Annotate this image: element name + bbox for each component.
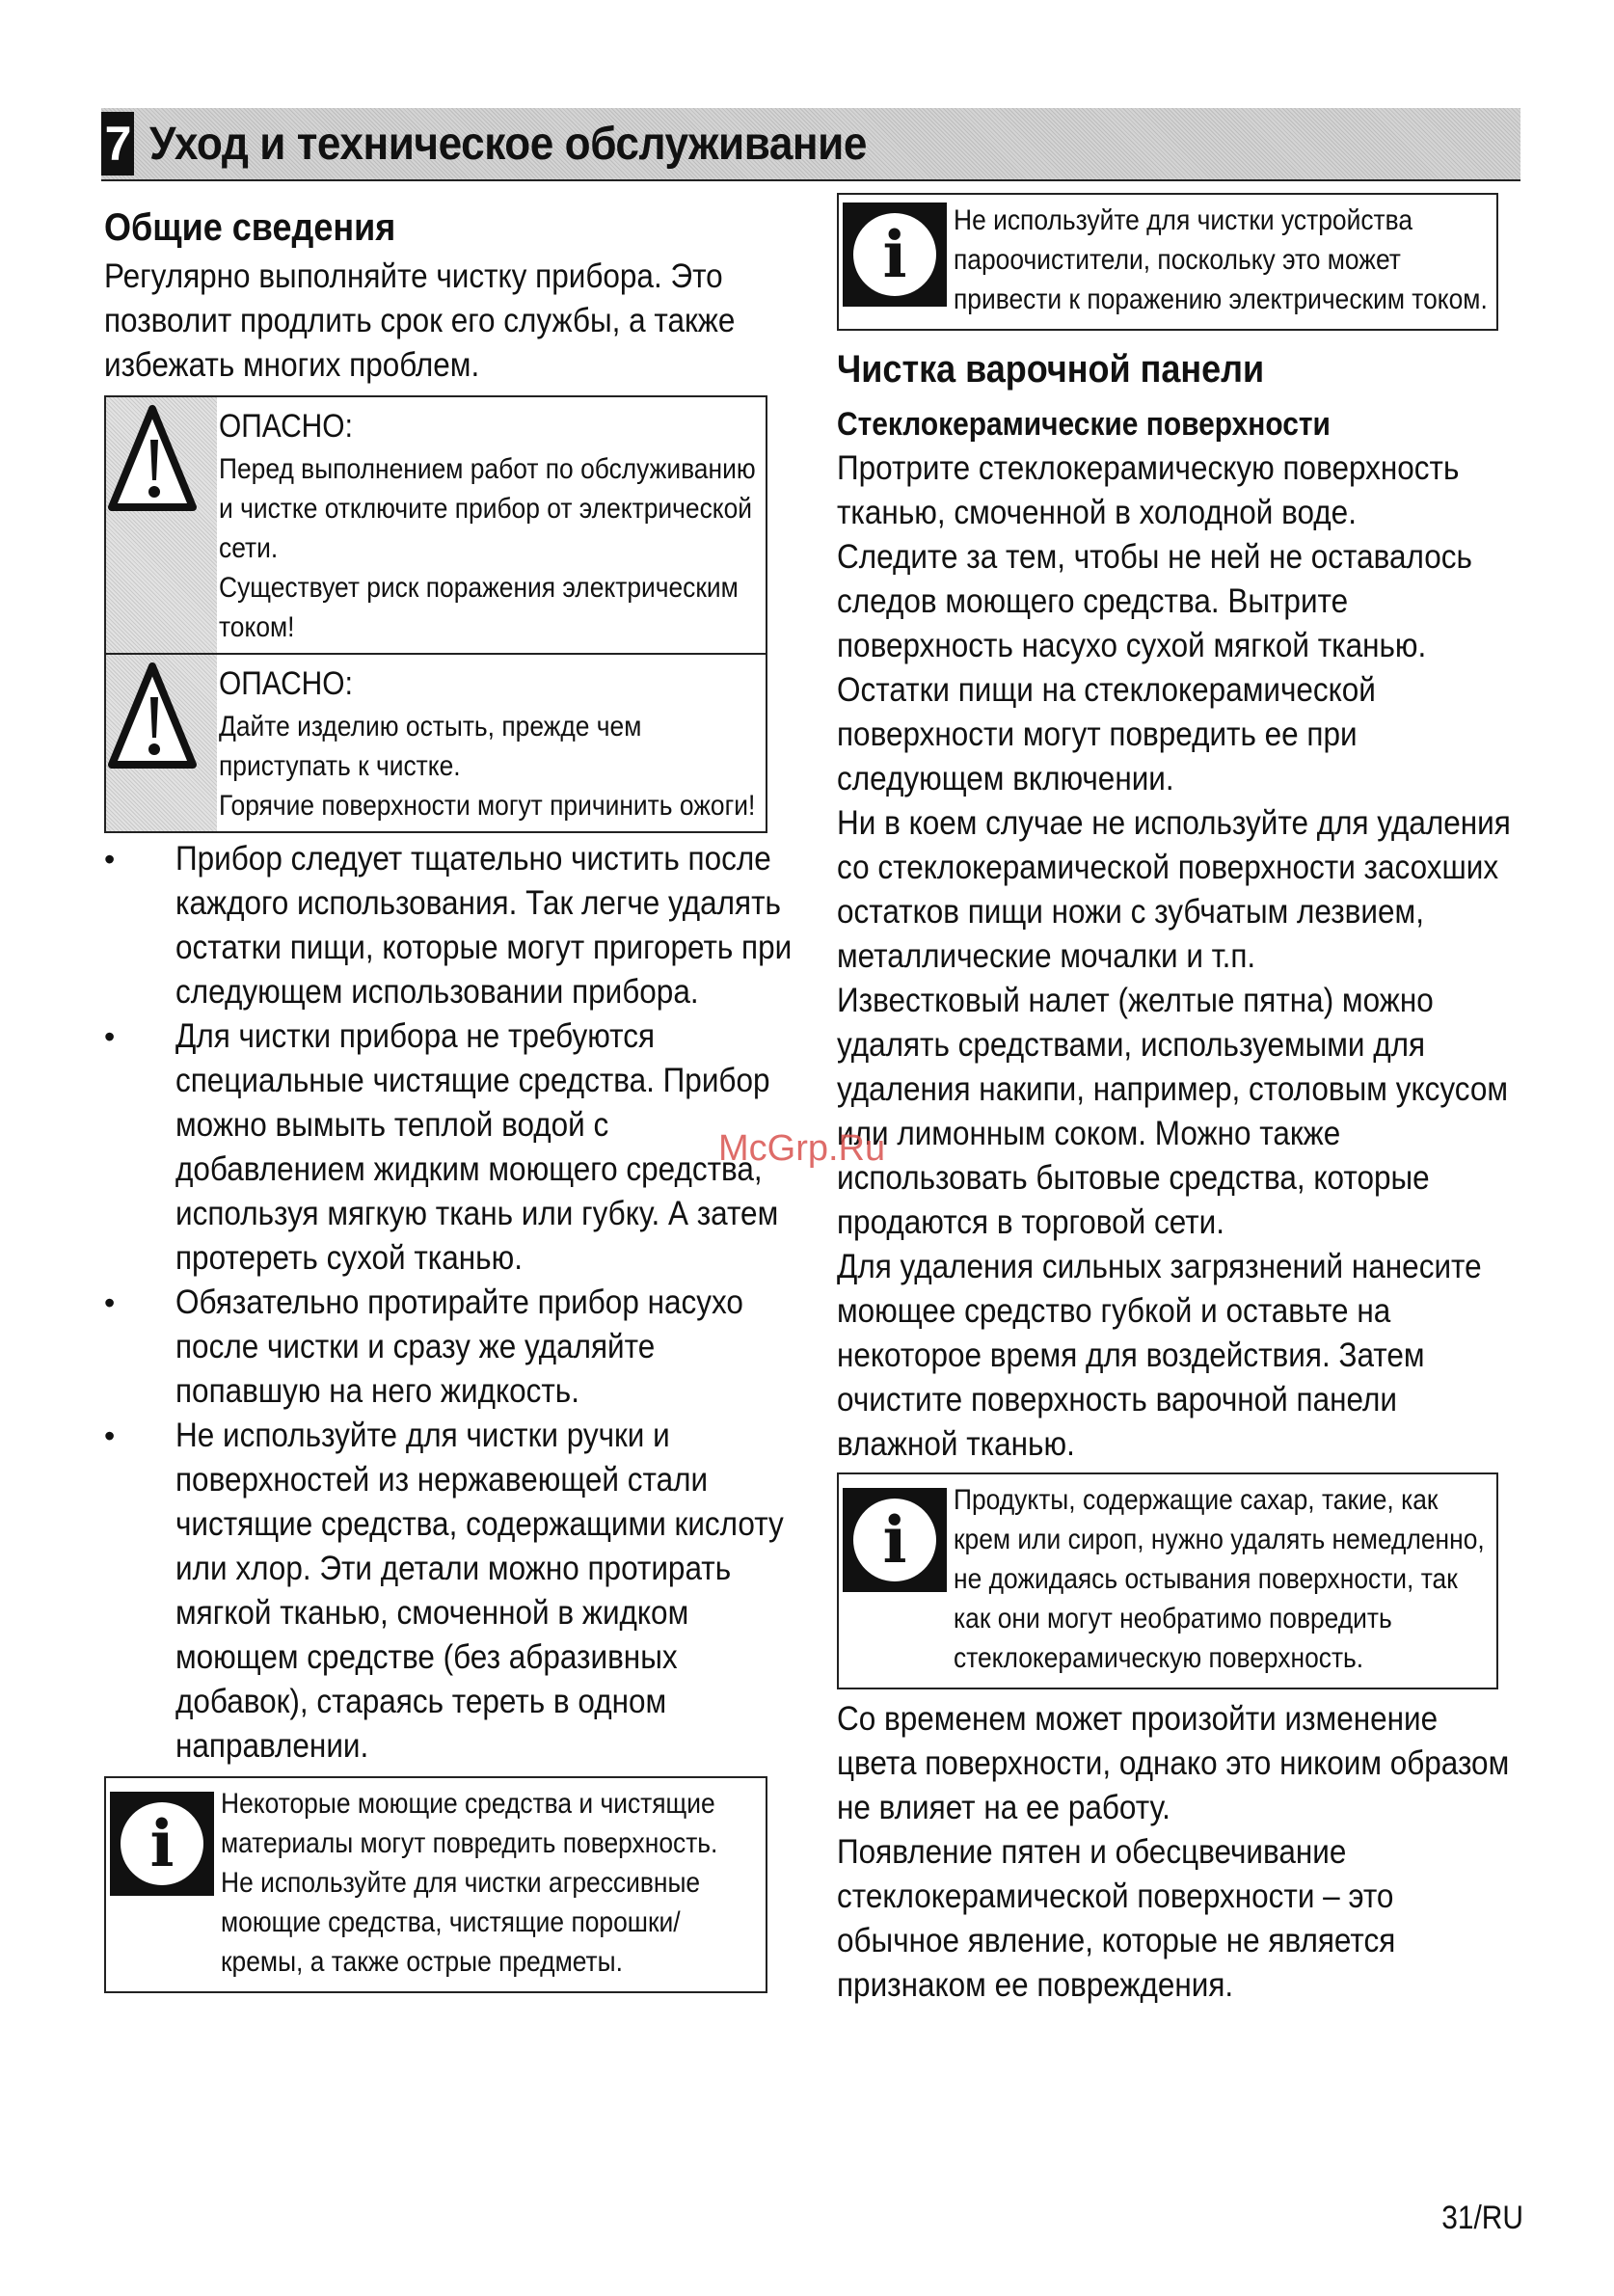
warning-title: ОПАСНО: (219, 665, 353, 702)
info-text (950, 195, 1496, 329)
warning-icon-cell (106, 397, 217, 653)
warning-box-1 (106, 397, 766, 655)
page-number: 31/RU (1441, 2200, 1523, 2236)
info-icon: i (110, 1792, 214, 1896)
watermark: McGrp.Ru (718, 1128, 886, 1169)
warning-line: Перед выполнением работ по обслуживанию и чистке отключите прибор от электрической сети. (219, 453, 756, 564)
closing-paragraphs (837, 1697, 1523, 2008)
list-item (104, 1014, 798, 1281)
info-icon: i (843, 1488, 947, 1592)
warning-line: Существует риск поражения электрическим током! (219, 572, 739, 643)
paragraph: Появление пятен и обесцвечивание стеклокерамической поверхности – это обычное явление, которые не является признаком ее повреждения. (837, 1833, 1396, 2004)
warning-triangle-icon (108, 405, 216, 519)
list-item (104, 1281, 798, 1414)
warning-box-2 (106, 655, 766, 831)
warning-icon-cell (106, 655, 217, 831)
bullet-mark: • (104, 1418, 116, 1453)
info-line: Не используйте для чистки агрессивные моющие средства, чистящие порошки/кремы, а также острые предметы. (221, 1867, 701, 1978)
paragraph: Протрите стеклокерамическую поверхность тканью, смоченной в холодной воде. (837, 449, 1460, 531)
cleaning-bullet-list (104, 837, 798, 1769)
info-box-steam-cleaner (837, 193, 1498, 331)
bullet-mark: • (104, 842, 116, 877)
subheading-glass-ceramic: Стеклокерамические поверхности (837, 406, 1331, 443)
warning-text-2 (217, 655, 766, 831)
warning-line: Горячие поверхности могут причинить ожоги! (219, 790, 756, 822)
info-box-sugar-products (837, 1472, 1498, 1689)
paragraph: Известковый налет (желтые пятна) можно удалять средствами, используемыми для удаления накипи, например, столовым уксусом или лимонным соком. Можно также использовать бытовые средства, которые продаются в торговой сети. (837, 982, 1509, 1241)
warning-text-1 (217, 397, 766, 653)
warning-triangle-icon (108, 662, 216, 776)
paragraph: Со временем может произойти изменение цвета поверхности, однако это никоим образом не влияет на ее работу. (837, 1700, 1510, 1826)
warning-title: ОПАСНО: (219, 408, 353, 445)
info-line: Продукты, содержащие сахар, такие, как крем или сироп, нужно удалять немедленно, не дожидаясь остывания поверхности, так как они могут необратимо повредить стеклокерамическую поверхность. (954, 1484, 1485, 1674)
info-line: Некоторые моющие средства и чистящие материалы могут повредить поверхность. (221, 1788, 718, 1859)
section-heading-general: Общие сведения (104, 206, 396, 249)
info-icon: i (843, 203, 947, 307)
paragraph: Следите за тем, чтобы не ней не оставалось следов моющего средства. Вытрите поверхность насухо сухой мягкой тканью. (837, 538, 1472, 664)
list-item-text: Не используйте для чистки ручки и поверхностей из нержавеющей стали чистящие средства, содержащими кислоту или хлор. Эти детали можно протирать мягкой тканью, смоченной в жидком моющем средстве (без абразивных добавок), стараясь тереть в одном направлении. (175, 1417, 784, 1765)
paragraph: Для удаления сильных загрязнений нанесите моющее средство губкой и оставьте на некоторое время для воздействия. Затем очистите поверхность варочной панели влажной тканью. (837, 1248, 1482, 1463)
info-text (217, 1778, 766, 1991)
list-item-text: Для чистки прибора не требуются специальные чистящие средства. Прибор можно вымыть теплой водой с добавлением жидким моющего средства, используя мягкую ткань или губку. А затем протереть сухой тканью. (175, 1017, 779, 1277)
list-item-text: Прибор следует тщательно чистить после каждого использования. Так легче удалять остатки пищи, которые могут пригореть при следующем использовании прибора. (175, 840, 793, 1011)
list-item (104, 837, 798, 1014)
left-column (104, 203, 798, 1993)
info-icon-cell (106, 1778, 217, 1991)
hob-cleaning-paragraphs (837, 446, 1523, 1467)
info-text (950, 1474, 1496, 1688)
chapter-header (101, 108, 1520, 181)
info-icon-cell (839, 1474, 950, 1688)
warning-line: Дайте изделию остыть, прежде чем приступать к чистке. (219, 711, 642, 782)
info-icon-cell (839, 195, 950, 329)
paragraph: Остатки пищи на стеклокерамической поверхности могут повредить ее при следующем включении. (837, 671, 1376, 797)
paragraph: Ни в коем случае не используйте для удаления со стеклокерамической поверхности засохших остатков пищи ножи с зубчатым лезвием, металлические мочалки и т.п. (837, 804, 1511, 975)
bullet-mark: • (104, 1285, 116, 1320)
chapter-title: Уход и техническое обслуживание (149, 118, 867, 170)
section-heading-hob-cleaning: Чистка варочной панели (837, 348, 1265, 391)
list-item-text: Обязательно протирайте прибор насухо после чистки и сразу же удаляйте попавшую на него жидкость. (175, 1283, 743, 1410)
info-line: Не используйте для чистки устройства пароочистители, поскольку это может привести к поражению электрическим током. (954, 204, 1488, 315)
intro-paragraph: Регулярно выполняйте чистку прибора. Это позволит продлить срок его службы, а также избежать многих проблем. (104, 257, 736, 384)
right-column (837, 193, 1523, 2008)
info-box-cleaning-agents (104, 1776, 767, 1993)
list-item (104, 1414, 798, 1769)
warning-group (104, 395, 767, 833)
bullet-mark: • (104, 1019, 116, 1054)
chapter-number: 7 (101, 112, 134, 176)
